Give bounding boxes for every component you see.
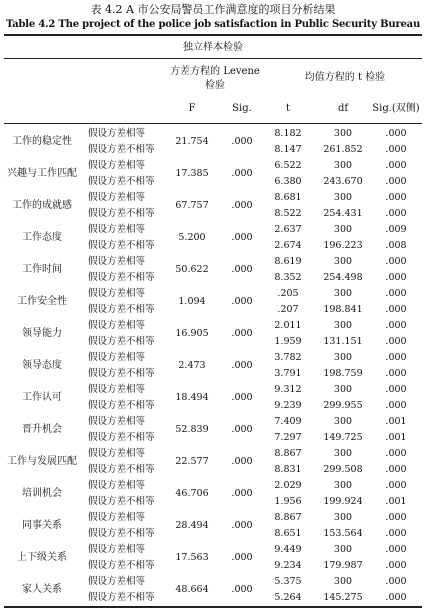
value-t-unequal: 3.791 [274, 368, 302, 379]
group-rule [4, 58, 422, 59]
value-df-equal: 300 [333, 512, 353, 523]
assumption-equal: 假设方差相等 [88, 448, 146, 459]
value-f: 18.494 [175, 392, 209, 403]
assumption-equal: 假设方差相等 [88, 320, 146, 331]
value-sig-two-tailed-equal: .000 [385, 544, 407, 555]
row-item-label: 晋升机会 [22, 424, 62, 435]
header-levene-line1: 方差方程的 Levene [170, 66, 260, 77]
row-item-label: 上下级关系 [17, 552, 67, 563]
value-sig-two-tailed-unequal: .000 [385, 272, 407, 283]
value-t-equal: 7.409 [274, 416, 302, 427]
value-df-unequal: 254.498 [323, 272, 363, 283]
value-t-unequal: 8.651 [274, 528, 302, 539]
value-f: 5.200 [178, 232, 206, 243]
value-f: 22.577 [175, 456, 209, 467]
value-f: 46.706 [175, 488, 209, 499]
assumption-equal: 假设方差相等 [88, 160, 146, 171]
value-t-unequal: 6.380 [274, 176, 302, 187]
assumption-unequal: 假设方差不相等 [88, 144, 155, 155]
row-item-label: 同事关系 [22, 520, 62, 531]
value-sig-two-tailed-unequal: .000 [385, 304, 407, 315]
value-t-unequal: 9.234 [274, 560, 302, 571]
value-t-equal: 9.312 [274, 384, 302, 395]
value-sig-two-tailed-equal: .009 [385, 224, 407, 235]
top-rule [4, 34, 422, 36]
value-sig-two-tailed-equal: .000 [385, 128, 407, 139]
value-df-unequal: 196.223 [323, 240, 363, 251]
row-item-label: 兴趣与工作匹配 [7, 168, 77, 179]
assumption-equal: 假设方差相等 [88, 576, 146, 587]
assumption-equal: 假设方差相等 [88, 256, 146, 267]
value-df-unequal: 153.564 [323, 528, 363, 539]
table-caption-cn: 表 4.2 A 市公安局警员工作满意度的项目分析结果 [90, 3, 336, 16]
value-sig-two-tailed-unequal: .000 [385, 144, 407, 155]
value-sig-two-tailed-equal: .000 [385, 192, 407, 203]
value-sig-two-tailed-equal: .000 [385, 256, 407, 267]
assumption-unequal: 假设方差不相等 [88, 208, 155, 219]
assumption-equal: 假设方差相等 [88, 128, 146, 139]
row-item-label: 领导能力 [22, 328, 62, 339]
value-df-equal: 300 [333, 448, 353, 459]
value-df-equal: 300 [333, 384, 353, 395]
value-t-unequal: 8.352 [274, 272, 302, 283]
value-sig-two-tailed-unequal: .008 [385, 240, 407, 251]
assumption-unequal: 假设方差不相等 [88, 272, 155, 283]
value-df-equal: 300 [333, 224, 353, 235]
assumption-unequal: 假设方差不相等 [88, 240, 155, 251]
value-sig-two-tailed-unequal: .001 [385, 432, 407, 443]
header-col-t: t [285, 103, 291, 114]
value-f: 21.754 [175, 136, 209, 147]
value-f: 16.905 [175, 328, 209, 339]
row-item-label: 领导态度 [22, 360, 62, 371]
value-sig-two-tailed-unequal: .001 [385, 496, 407, 507]
value-df-unequal: 243.670 [323, 176, 363, 187]
value-t-unequal: 9.239 [274, 400, 302, 411]
value-df-unequal: 149.725 [323, 432, 363, 443]
value-sig-two-tailed-unequal: .000 [385, 400, 407, 411]
value-t-unequal: 5.264 [274, 592, 302, 603]
value-f: 1.094 [178, 296, 206, 307]
value-f: 17.385 [175, 168, 209, 179]
value-df-unequal: 261.852 [323, 144, 363, 155]
value-df-equal: 300 [333, 160, 353, 171]
value-levene-sig: .000 [231, 232, 253, 243]
value-df-equal: 300 [333, 192, 353, 203]
row-item-label: 工作与发展匹配 [7, 456, 77, 467]
value-t-equal: 8.182 [274, 128, 302, 139]
value-df-equal: 300 [333, 352, 353, 363]
row-item-label: 工作安全性 [17, 296, 67, 307]
header-col-df: df [337, 103, 349, 114]
value-sig-two-tailed-equal: .000 [385, 384, 407, 395]
row-item-label: 工作态度 [22, 232, 62, 243]
value-df-unequal: 179.987 [323, 560, 363, 571]
bottom-rule [4, 606, 422, 608]
value-levene-sig: .000 [231, 456, 253, 467]
value-sig-two-tailed-unequal: .000 [385, 560, 407, 571]
value-f: 67.757 [175, 200, 209, 211]
value-df-equal: 300 [333, 256, 353, 267]
row-item-label: 工作的成就感 [12, 200, 72, 211]
value-levene-sig: .000 [231, 552, 253, 563]
assumption-unequal: 假设方差不相等 [88, 528, 155, 539]
assumption-equal: 假设方差相等 [88, 224, 146, 235]
value-levene-sig: .000 [231, 520, 253, 531]
value-levene-sig: .000 [231, 136, 253, 147]
assumption-unequal: 假设方差不相等 [88, 336, 155, 347]
assumption-unequal: 假设方差不相等 [88, 496, 155, 507]
value-t-unequal: 7.297 [274, 432, 302, 443]
value-df-equal: 300 [333, 576, 353, 587]
value-t-equal: 2.637 [274, 224, 302, 235]
assumption-unequal: 假设方差不相等 [88, 368, 155, 379]
value-sig-two-tailed-equal: .000 [385, 576, 407, 587]
value-f: 48.664 [175, 584, 209, 595]
value-sig-two-tailed-equal: .000 [385, 288, 407, 299]
header-col-sig-two-tailed: Sig.(双侧) [372, 103, 420, 114]
value-df-unequal: 299.508 [323, 464, 363, 475]
value-t-unequal: 8.147 [274, 144, 302, 155]
value-t-equal: 5.375 [274, 576, 302, 587]
value-sig-two-tailed-unequal: .000 [385, 592, 407, 603]
row-item-label: 工作认可 [22, 392, 62, 403]
assumption-equal: 假设方差相等 [88, 384, 146, 395]
value-df-unequal: 254.431 [323, 208, 363, 219]
value-t-equal: 8.619 [274, 256, 302, 267]
assumption-equal: 假设方差相等 [88, 192, 146, 203]
row-item-label: 工作的稳定性 [12, 136, 72, 147]
header-rule [4, 123, 422, 124]
value-levene-sig: .000 [231, 296, 253, 307]
assumption-unequal: 假设方差不相等 [88, 304, 155, 315]
value-sig-two-tailed-unequal: .000 [385, 464, 407, 475]
assumption-equal: 假设方差相等 [88, 288, 146, 299]
value-sig-two-tailed-equal: .000 [385, 512, 407, 523]
value-sig-two-tailed-equal: .000 [385, 160, 407, 171]
value-sig-two-tailed-equal: .001 [385, 416, 407, 427]
value-f: 17.563 [175, 552, 209, 563]
value-df-equal: 300 [333, 480, 353, 491]
value-sig-two-tailed-equal: .000 [385, 320, 407, 331]
value-levene-sig: .000 [231, 168, 253, 179]
value-df-equal: 300 [333, 544, 353, 555]
assumption-equal: 假设方差相等 [88, 544, 146, 555]
value-t-equal: .205 [277, 288, 299, 299]
value-sig-two-tailed-unequal: .000 [385, 368, 407, 379]
assumption-unequal: 假设方差不相等 [88, 464, 155, 475]
value-t-equal: 8.867 [274, 512, 302, 523]
value-t-unequal: 8.522 [274, 208, 302, 219]
value-t-equal: 2.029 [274, 480, 302, 491]
table-caption-en: Table 4.2 The project of the police job satisfaction in Public Security Bureau [5, 19, 421, 30]
value-levene-sig: .000 [231, 264, 253, 275]
value-df-unequal: 299.955 [323, 400, 363, 411]
value-t-equal: 2.011 [274, 320, 302, 331]
value-f: 2.473 [178, 360, 206, 371]
value-df-unequal: 145.275 [323, 592, 363, 603]
value-df-unequal: 199.924 [323, 496, 363, 507]
value-levene-sig: .000 [231, 584, 253, 595]
value-df-equal: 300 [333, 416, 353, 427]
value-t-unequal: .207 [277, 304, 299, 315]
value-sig-two-tailed-unequal: .000 [385, 336, 407, 347]
value-df-unequal: 198.841 [323, 304, 363, 315]
value-t-equal: 8.867 [274, 448, 302, 459]
header-ttest: 均值方程的 t 检验 [304, 72, 386, 83]
value-sig-two-tailed-unequal: .000 [385, 176, 407, 187]
value-levene-sig: .000 [231, 360, 253, 371]
value-f: 50.622 [175, 264, 209, 275]
assumption-unequal: 假设方差不相等 [88, 176, 155, 187]
value-t-equal: 9.449 [274, 544, 302, 555]
value-t-equal: 8.681 [274, 192, 302, 203]
value-f: 28.494 [175, 520, 209, 531]
value-t-unequal: 1.956 [274, 496, 302, 507]
value-sig-two-tailed-unequal: .000 [385, 528, 407, 539]
value-levene-sig: .000 [231, 200, 253, 211]
value-sig-two-tailed-equal: .000 [385, 480, 407, 491]
assumption-unequal: 假设方差不相等 [88, 560, 155, 571]
row-item-label: 工作时间 [22, 264, 62, 275]
assumption-equal: 假设方差相等 [88, 352, 146, 363]
value-sig-two-tailed-equal: .000 [385, 352, 407, 363]
assumption-unequal: 假设方差不相等 [88, 432, 155, 443]
value-df-unequal: 198.759 [323, 368, 363, 379]
value-t-unequal: 2.674 [274, 240, 302, 251]
value-t-equal: 3.782 [274, 352, 302, 363]
value-levene-sig: .000 [231, 392, 253, 403]
header-col-f: F [188, 103, 196, 114]
assumption-unequal: 假设方差不相等 [88, 592, 155, 603]
assumption-equal: 假设方差相等 [88, 480, 146, 491]
header-levene-line2: 检验 [205, 80, 225, 91]
value-df-equal: 300 [333, 288, 353, 299]
header-col-sig: Sig. [232, 103, 252, 114]
value-df-unequal: 131.151 [323, 336, 363, 347]
row-item-label: 家人关系 [22, 584, 62, 595]
assumption-equal: 假设方差相等 [88, 416, 146, 427]
row-item-label: 培训机会 [22, 488, 62, 499]
value-df-equal: 300 [333, 128, 353, 139]
header-group: 独立样本检验 [183, 42, 243, 53]
value-sig-two-tailed-unequal: .000 [385, 208, 407, 219]
value-t-unequal: 8.831 [274, 464, 302, 475]
value-t-equal: 6.522 [274, 160, 302, 171]
assumption-equal: 假设方差相等 [88, 512, 146, 523]
value-sig-two-tailed-equal: .000 [385, 448, 407, 459]
value-f: 52.839 [175, 424, 209, 435]
value-levene-sig: .000 [231, 488, 253, 499]
value-levene-sig: .000 [231, 424, 253, 435]
value-t-unequal: 1.959 [274, 336, 302, 347]
value-levene-sig: .000 [231, 328, 253, 339]
value-df-equal: 300 [333, 320, 353, 331]
assumption-unequal: 假设方差不相等 [88, 400, 155, 411]
